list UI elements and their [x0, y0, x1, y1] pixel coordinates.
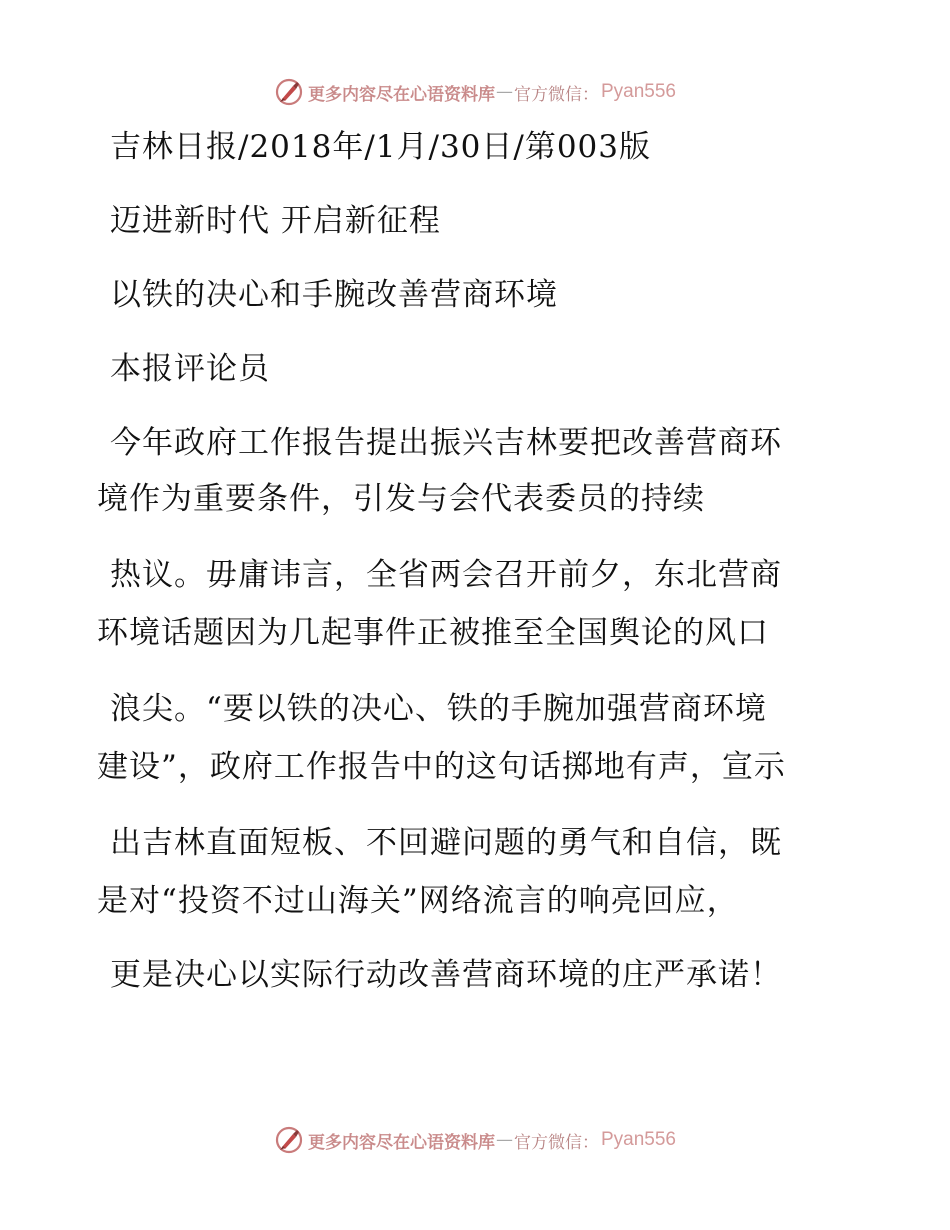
watermark-label: 官方微信：: [513, 1132, 599, 1153]
body-line: 环境话题因为几起事件正被推至全国舆论的风口: [97, 615, 769, 651]
author-byline: 本报评论员: [110, 351, 270, 387]
quill-pen-logo-icon: [274, 1125, 304, 1155]
watermark-label: 官方微信：: [513, 84, 599, 105]
body-line: 建设”，政府工作报告中的这句话掷地有声，宣示: [97, 749, 786, 785]
headline: 以铁的决心和手腕改善营商环境: [110, 277, 558, 313]
bottom-watermark-banner: [0, 1120, 950, 1160]
top-watermark-banner: [0, 72, 950, 112]
body-line: 今年政府工作报告提出振兴吉林要把改善营商环: [110, 425, 782, 461]
column-title: 迈进新时代 开启新征程: [110, 203, 441, 239]
watermark-main-text: 更多内容尽在心语资料库: [307, 84, 495, 105]
quill-pen-logo-icon: [274, 77, 304, 107]
body-line: 境作为重要条件，引发与会代表委员的持续: [97, 481, 705, 517]
watermark-account: Pyan556: [600, 1129, 676, 1150]
body-line: 更是决心以实际行动改善营商环境的庄严承诺！: [110, 957, 782, 993]
source-line: 吉林日报/2018年/1月/30日/第003版: [110, 129, 652, 165]
body-line: 热议。毋庸讳言，全省两会召开前夕，东北营商: [110, 557, 782, 593]
body-line: 出吉林直面短板、不回避问题的勇气和自信，既: [110, 825, 782, 861]
body-line: 浪尖。“要以铁的决心、铁的手腕加强营商环境: [110, 691, 767, 727]
body-line: 是对“投资不过山海关”网络流言的响亮回应，: [97, 883, 739, 919]
watermark-dash: —: [495, 1130, 513, 1150]
watermark-main-text: 更多内容尽在心语资料库: [307, 1132, 495, 1153]
watermark-dash: —: [495, 82, 513, 102]
watermark-account: Pyan556: [600, 81, 676, 102]
